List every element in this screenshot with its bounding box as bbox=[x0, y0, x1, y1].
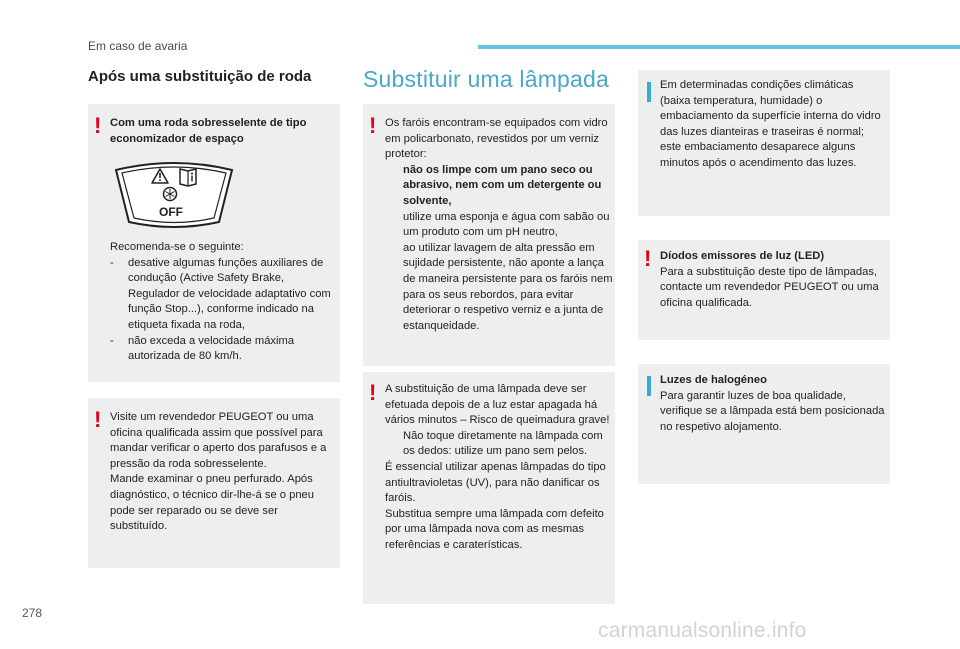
warning-box-spare-wheel bbox=[88, 104, 340, 382]
page-number: 278 bbox=[22, 606, 43, 620]
list-item-text: Não toque diretamente na lâmpada com os dedos: utilize um pano sem pelos. bbox=[403, 429, 603, 458]
list-item-text: desative algumas funções auxiliares de condução (Active Safety Brake, Regulador de velocidade adaptativo com função Stop...), conforme indicado na etiqueta fixada na roda, bbox=[128, 256, 331, 331]
spare-wheel-recommendations bbox=[110, 240, 338, 365]
list-item bbox=[110, 334, 338, 365]
list-bullet: - bbox=[110, 256, 114, 269]
led-title: Díodos emissores de luz (LED) bbox=[660, 250, 825, 262]
warning-box-headlamp-care bbox=[363, 104, 615, 366]
list-item bbox=[385, 241, 613, 335]
list-item bbox=[385, 210, 613, 241]
condensation-text: Em determinadas condições climáticas (baixa temperatura, humidade) o embaciamento da superfície interna do vidro das luzes dianteiras e traseiras é normal; este embaciamento desaparece alguns minutos após o acendimento das luzes. bbox=[660, 79, 881, 169]
header-accent-rule bbox=[478, 45, 960, 49]
list-item bbox=[385, 429, 613, 460]
off-text: OFF bbox=[159, 205, 183, 219]
led-text bbox=[660, 249, 886, 311]
list-item-text: utilize uma esponja e água com sabão ou um produto com um pH neutro, bbox=[403, 210, 610, 239]
spare-wheel-label-illustration bbox=[113, 160, 235, 230]
halogen-text bbox=[660, 373, 886, 435]
list-bullet: - bbox=[110, 334, 114, 347]
warning-mark-icon: ! bbox=[94, 113, 102, 138]
heading-replace-bulb: Substituir uma lâmpada bbox=[363, 66, 610, 92]
heading-after-wheel-change: Após uma substituição de roda bbox=[88, 68, 312, 85]
list-item bbox=[385, 163, 613, 210]
list-item bbox=[110, 256, 338, 334]
warning-mark-icon: ! bbox=[369, 113, 377, 138]
uv-bulb-para: É essencial utilizar apenas lâmpadas do tipo antiultravioletas (UV), para não danificar os faróis. bbox=[385, 460, 606, 505]
headlamp-care-intro: Os faróis encontram-se equipados com vidro em policarbonato, revestidos por um verniz protetor: bbox=[385, 117, 608, 161]
halogen-title: Luzes de halogéneo bbox=[660, 374, 767, 386]
spare-wheel-title: Com uma roda sobresselente de tipo economizador de espaço bbox=[110, 117, 307, 145]
warning-mark-icon: ! bbox=[94, 407, 102, 432]
dealer-check-text bbox=[110, 410, 334, 535]
list-item-text: ao utilizar lavagem de alta pressão em sujidade persistente, não aponte a lança de maneira persistente para os faróis nem para os seus rebordos, para evitar deteriorar o respetivo verniz e a junta de estanqueidade. bbox=[403, 241, 613, 332]
warning-mark-icon: ! bbox=[369, 380, 377, 405]
info-mark-icon bbox=[647, 376, 651, 396]
replace-bulb-para: Substitua sempre uma lâmpada com defeito por uma lâmpada nova com as mesmas referências e caraterísticas. bbox=[385, 507, 604, 551]
bulb-burn-text bbox=[385, 382, 613, 554]
list-item-text: não os limpe com um pano seco ou abrasivo, nem com um detergente ou solvente, bbox=[403, 163, 602, 207]
dealer-check-para: Visite um revendedor PEUGEOT ou uma oficina qualificada assim que possível para mandar verificar o aperto dos parafusos e a pressão da roda sobresselente. bbox=[110, 411, 327, 470]
headlamp-care-text bbox=[385, 116, 613, 334]
list-item-text: não exceda a velocidade máxima autorizada de 80 km/h. bbox=[128, 334, 295, 363]
puncture-para: Mande examinar o pneu perfurado. Após diagnóstico, o técnico dir-lhe-á se o pneu pode ser reparado ou se deve ser substituído. bbox=[110, 473, 314, 533]
warning-mark-icon: ! bbox=[644, 246, 652, 271]
info-mark-icon bbox=[647, 82, 651, 102]
watermark-text: carmanualsonline.info bbox=[598, 619, 807, 642]
info-box-condensation bbox=[638, 70, 890, 216]
warning-box-dealer-check bbox=[88, 398, 340, 568]
halogen-para: Para garantir luzes de boa qualidade, verifique se a lâmpada está bem posicionada no respetivo alojamento. bbox=[660, 389, 885, 433]
info-box-halogen bbox=[638, 364, 890, 484]
warning-box-led bbox=[638, 240, 890, 340]
section-label: Em caso de avaria bbox=[88, 39, 188, 53]
warning-box-bulb-burn bbox=[363, 372, 615, 604]
recommendations-intro: Recomenda-se o seguinte: bbox=[110, 241, 244, 253]
led-para: Para a substituição deste tipo de lâmpadas, contacte um revendedor PEUGEOT ou uma oficina qualificada. bbox=[660, 265, 879, 309]
bulb-burn-para: A substituição de uma lâmpada deve ser efetuada depois de a luz estar apagada há vários minutos – Risco de queimadura grave! bbox=[385, 383, 610, 427]
